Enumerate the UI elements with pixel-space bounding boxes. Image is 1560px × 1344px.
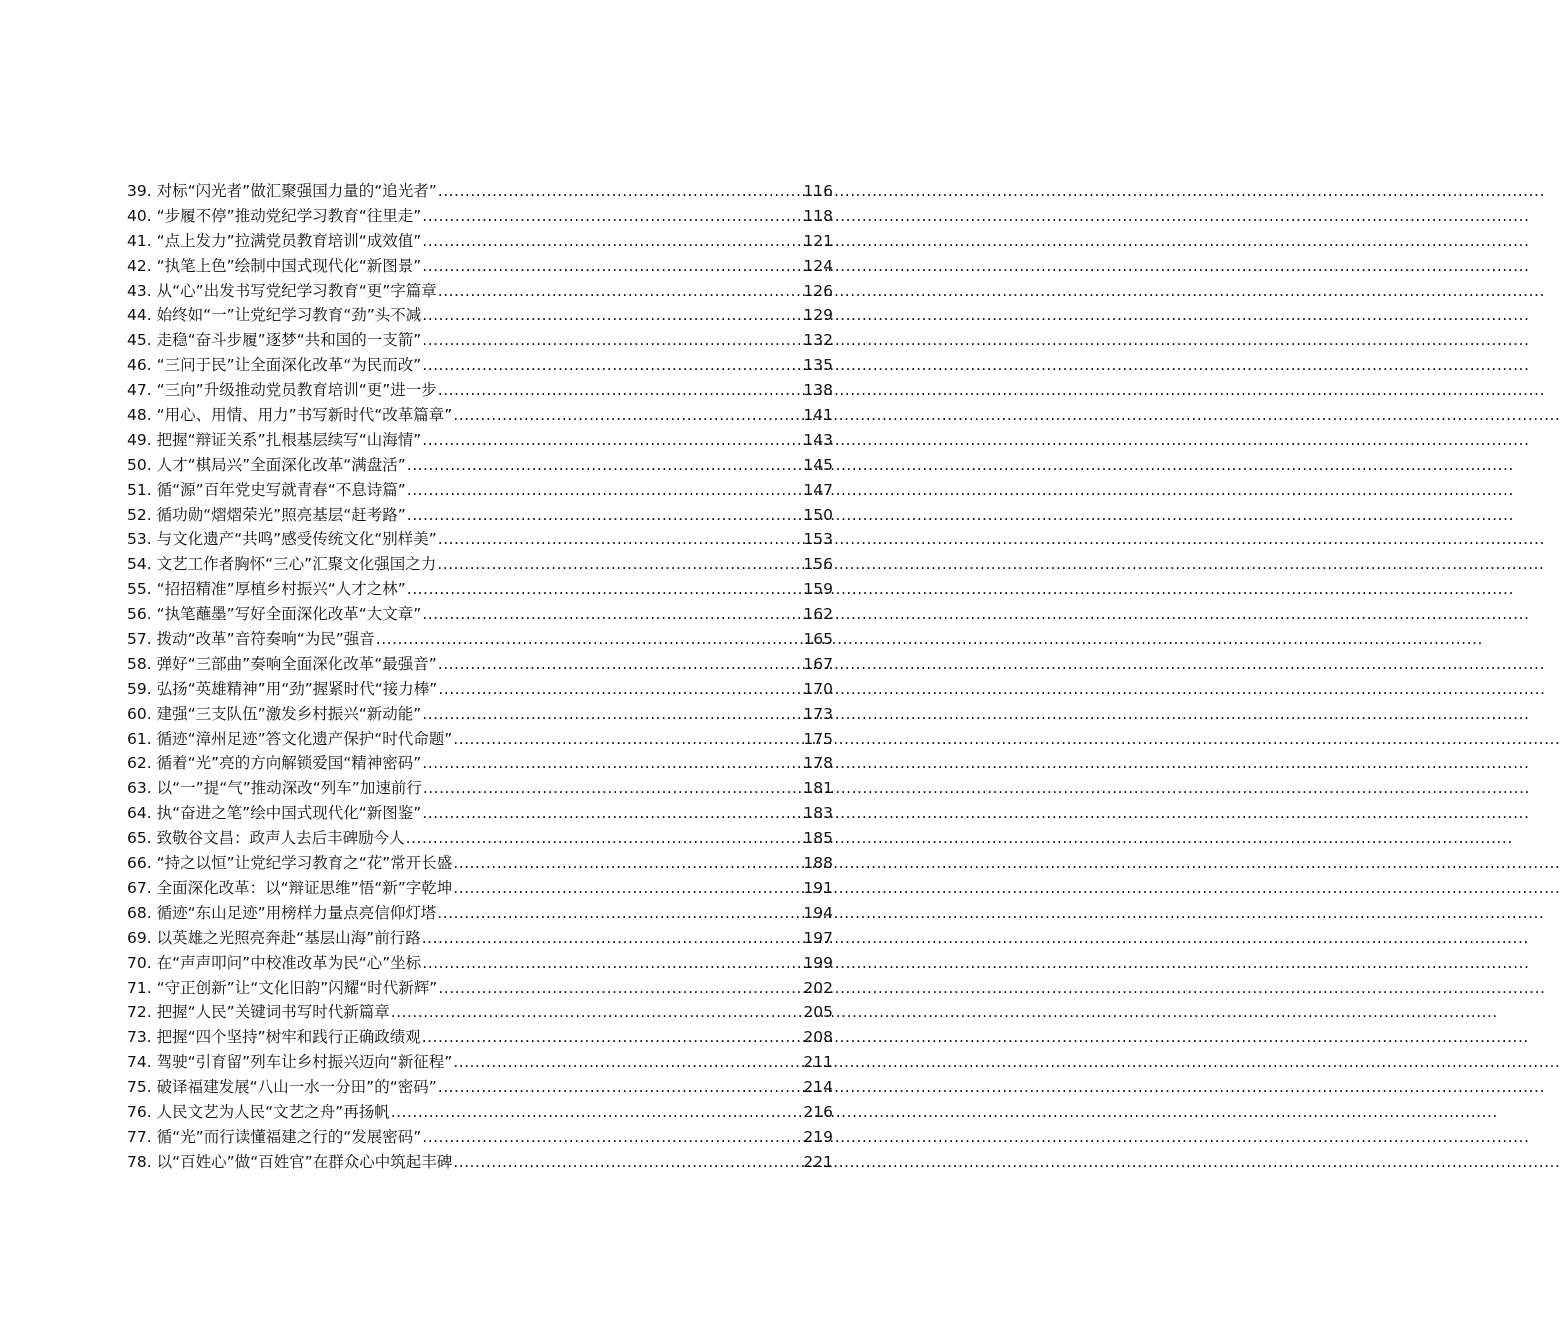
entry-page-number: 132 <box>803 331 833 350</box>
entry-number: 47. <box>127 381 152 400</box>
entry-page-number: 118 <box>803 206 833 225</box>
dot-leader <box>422 229 802 254</box>
entry-title: 弘扬“英雄精神”用“劲”握紧时代“接力棒” <box>156 679 438 698</box>
toc-entry[interactable] <box>127 577 833 602</box>
entry-page-number: 214 <box>803 1078 833 1097</box>
entry-page-number: 181 <box>803 779 833 798</box>
dot-leader <box>453 1150 802 1175</box>
entry-title: 以英雄之光照亮奔赴“基层山海”前行路 <box>156 928 421 947</box>
entry-page-number: 143 <box>803 430 833 449</box>
toc-entry[interactable] <box>127 328 833 353</box>
entry-title: “执笔蘸墨”写好全面深化改革“大文章” <box>156 605 422 624</box>
entry-title: 拨动“改革”音符奏响“为民”强音 <box>156 630 375 649</box>
entry-number: 42. <box>127 256 152 275</box>
toc-entry[interactable] <box>127 478 833 503</box>
toc-entry[interactable] <box>127 677 833 702</box>
entry-page-number: 153 <box>803 530 833 549</box>
entry-page-number: 221 <box>803 1152 833 1171</box>
entry-number: 54. <box>127 555 152 574</box>
entry-title: 与文化遗产“共鸣”感受传统文化“别样美” <box>156 530 437 549</box>
dot-leader <box>453 403 802 428</box>
dot-leader <box>391 1000 803 1025</box>
entry-title: 循着“光”亮的方向解锁爱国“精神密码” <box>156 754 422 773</box>
entry-number: 65. <box>127 829 152 848</box>
dot-leader <box>406 826 803 851</box>
entry-title: 人才“棋局兴”全面深化改革“满盘活” <box>156 455 406 474</box>
entry-page-number: 141 <box>803 406 833 425</box>
dot-leader <box>407 577 803 602</box>
entry-number: 68. <box>127 903 152 922</box>
entry-title: 把握“四个坚持”树牢和践行正确政绩观 <box>156 1028 421 1047</box>
toc-entry[interactable] <box>127 428 833 453</box>
entry-page-number: 205 <box>803 1003 833 1022</box>
dot-leader <box>376 627 803 652</box>
entry-title: 从“心”出发书写党纪学习教育“更”字篇章 <box>156 281 437 300</box>
entry-page-number: 216 <box>803 1102 833 1121</box>
dot-leader <box>391 1100 803 1125</box>
toc-entry[interactable] <box>127 179 833 204</box>
toc-entry[interactable] <box>127 951 833 976</box>
dot-leader <box>423 776 803 801</box>
entry-page-number: 147 <box>803 480 833 499</box>
entry-number: 56. <box>127 605 152 624</box>
entry-title: 致敬谷文昌：政声人去后丰碑励今人 <box>156 829 405 848</box>
entry-page-number: 135 <box>803 356 833 375</box>
toc-entry[interactable] <box>127 901 833 926</box>
toc-entry[interactable] <box>127 976 833 1001</box>
toc-entry[interactable] <box>127 453 833 478</box>
dot-leader <box>422 702 802 727</box>
entry-title: 把握“人民”关键词书写时代新篇章 <box>156 1003 390 1022</box>
entry-page-number: 129 <box>803 306 833 325</box>
entry-page-number: 170 <box>803 679 833 698</box>
entry-number: 59. <box>127 679 152 698</box>
entry-title: 循迹“漳州足迹”答文化遗产保护“时代命题” <box>156 729 453 748</box>
toc-entry[interactable] <box>127 926 833 951</box>
dot-leader <box>407 478 803 503</box>
entry-number: 44. <box>127 306 152 325</box>
entry-title: 建强“三支队伍”激发乡村振兴“新动能” <box>156 704 422 723</box>
toc-entry[interactable] <box>127 1025 833 1050</box>
entry-title: “招招精准”厚植乡村振兴“人才之林” <box>156 580 406 599</box>
toc-entry[interactable] <box>127 303 833 328</box>
toc-entry[interactable] <box>127 254 833 279</box>
entry-number: 45. <box>127 331 152 350</box>
entry-number: 40. <box>127 206 152 225</box>
dot-leader <box>422 303 802 328</box>
toc-entry[interactable] <box>127 552 833 577</box>
entry-number: 58. <box>127 654 152 673</box>
entry-page-number: 121 <box>803 231 833 250</box>
entry-number: 66. <box>127 854 152 873</box>
entry-title: “三向”升级推动党员教育培训“更”进一步 <box>156 381 437 400</box>
entry-page-number: 126 <box>803 281 833 300</box>
toc-entry[interactable] <box>127 527 833 552</box>
entry-number: 63. <box>127 779 152 798</box>
dot-leader <box>437 901 802 926</box>
toc-entry[interactable] <box>127 503 833 528</box>
entry-title: “点上发力”拉满党员教育培训“成效值” <box>156 231 422 250</box>
dot-leader <box>422 926 803 951</box>
entry-number: 39. <box>127 182 152 200</box>
toc-entry[interactable] <box>127 1075 833 1100</box>
dot-leader <box>453 1050 802 1075</box>
dot-leader <box>438 179 803 204</box>
entry-title: 弹好“三部曲”奏响全面深化改革“最强音” <box>156 654 437 673</box>
dot-leader <box>422 254 802 279</box>
dot-leader <box>438 1075 803 1100</box>
entry-number: 52. <box>127 505 152 524</box>
dot-leader <box>422 204 802 229</box>
dot-leader <box>422 328 802 353</box>
dot-leader <box>438 279 803 304</box>
entry-number: 73. <box>127 1028 152 1047</box>
toc-entry[interactable] <box>127 876 833 901</box>
entry-number: 78. <box>127 1152 152 1171</box>
entry-title: “用心、用情、用力”书写新时代“改革篇章” <box>156 406 453 425</box>
toc-entry[interactable] <box>127 229 833 254</box>
entry-title: 驾驶“引育留”列车让乡村振兴迈向“新征程” <box>156 1053 453 1072</box>
entry-page-number: 165 <box>803 630 833 649</box>
dot-leader <box>422 1125 802 1150</box>
entry-page-number: 194 <box>803 903 833 922</box>
dot-leader <box>422 1025 803 1050</box>
entry-number: 76. <box>127 1102 152 1121</box>
toc-entry[interactable] <box>127 727 833 752</box>
entry-title: 循“光”而行读懂福建之行的“发展密码” <box>156 1127 422 1146</box>
entry-number: 77. <box>127 1127 152 1146</box>
entry-page-number: 175 <box>803 729 833 748</box>
entry-number: 62. <box>127 754 152 773</box>
entry-number: 64. <box>127 804 152 823</box>
entry-number: 49. <box>127 430 152 449</box>
dot-leader <box>407 453 803 478</box>
entry-number: 61. <box>127 729 152 748</box>
entry-title: 执“奋进之笔”绘中国式现代化“新图鉴” <box>156 804 422 823</box>
toc-entry[interactable] <box>127 702 833 727</box>
entry-number: 74. <box>127 1053 152 1072</box>
toc-entry[interactable] <box>127 1000 833 1025</box>
entry-page-number: 138 <box>803 381 833 400</box>
entry-number: 71. <box>127 978 152 997</box>
toc-entry[interactable] <box>127 652 833 677</box>
entry-title: “步履不停”推动党纪学习教育“往里走” <box>156 206 422 225</box>
dot-leader <box>437 552 802 577</box>
entry-page-number: 145 <box>803 455 833 474</box>
entry-title: 破译福建发展“八山一水一分田”的“密码” <box>156 1078 437 1097</box>
entry-number: 53. <box>127 530 152 549</box>
entry-title: “三问于民”让全面深化改革“为民而改” <box>156 356 422 375</box>
entry-title: 以“一”提“气”推动深改“列车”加速前行 <box>156 779 422 798</box>
toc-entry[interactable] <box>127 627 833 652</box>
entry-number: 50. <box>127 455 152 474</box>
table-of-contents <box>127 179 833 1175</box>
entry-title: 文艺工作者胸怀“三心”汇聚文化强国之力 <box>156 555 437 574</box>
toc-entry[interactable] <box>127 378 833 403</box>
dot-leader <box>422 951 802 976</box>
toc-entry[interactable] <box>127 279 833 304</box>
toc-entry[interactable] <box>127 204 833 229</box>
entry-page-number: 116 <box>803 182 833 200</box>
toc-entry[interactable] <box>127 801 833 826</box>
toc-entry[interactable] <box>127 353 833 378</box>
toc-entry[interactable] <box>127 776 833 801</box>
entry-page-number: 124 <box>803 256 833 275</box>
entry-page-number: 199 <box>803 953 833 972</box>
dot-leader <box>422 428 802 453</box>
entry-title: 全面深化改革：以“辩证思维”悟“新”字乾坤 <box>156 878 453 897</box>
entry-page-number: 197 <box>803 928 833 947</box>
entry-page-number: 178 <box>803 754 833 773</box>
toc-entry[interactable] <box>127 602 833 627</box>
entry-page-number: 167 <box>803 654 833 673</box>
entry-number: 55. <box>127 580 152 599</box>
dot-leader <box>422 353 802 378</box>
dot-leader <box>407 503 803 528</box>
entry-page-number: 202 <box>803 978 833 997</box>
toc-entry[interactable] <box>127 1150 833 1175</box>
dot-leader <box>438 976 802 1001</box>
entry-number: 43. <box>127 281 152 300</box>
dot-leader <box>422 801 802 826</box>
dot-leader <box>438 378 803 403</box>
entry-page-number: 183 <box>803 804 833 823</box>
toc-entry[interactable] <box>127 826 833 851</box>
entry-page-number: 191 <box>803 878 833 897</box>
entry-page-number: 156 <box>803 555 833 574</box>
entry-title: 循功勋“熠熠荣光”照亮基层“赶考路” <box>156 505 406 524</box>
entry-page-number: 150 <box>803 505 833 524</box>
dot-leader <box>453 851 802 876</box>
entry-page-number: 188 <box>803 854 833 873</box>
toc-entry[interactable] <box>127 1125 833 1150</box>
entry-number: 67. <box>127 878 152 897</box>
entry-number: 46. <box>127 356 152 375</box>
dot-leader <box>438 527 803 552</box>
entry-page-number: 208 <box>803 1028 833 1047</box>
entry-number: 72. <box>127 1003 152 1022</box>
entry-title: 循“源”百年党史写就青春“不息诗篇” <box>156 480 406 499</box>
entry-title: 始终如“一”让党纪学习教育“劲”头不减 <box>156 306 422 325</box>
dot-leader <box>453 876 802 901</box>
entry-title: 对标“闪光者”做汇聚强国力量的“追光者” <box>156 182 437 200</box>
entry-page-number: 159 <box>803 580 833 599</box>
entry-number: 70. <box>127 953 152 972</box>
entry-title: “执笔上色”绘制中国式现代化“新图景” <box>156 256 422 275</box>
entry-number: 57. <box>127 630 152 649</box>
entry-number: 51. <box>127 480 152 499</box>
entry-title: 在“声声叩问”中校准改革为民“心”坐标 <box>156 953 422 972</box>
dot-leader <box>453 727 802 752</box>
dot-leader <box>438 652 803 677</box>
entry-title: 人民文艺为人民“文艺之舟”再扬帆 <box>156 1102 390 1121</box>
toc-entry[interactable] <box>127 1050 833 1075</box>
toc-entry[interactable] <box>127 403 833 428</box>
entry-page-number: 219 <box>803 1127 833 1146</box>
entry-number: 60. <box>127 704 152 723</box>
dot-leader <box>422 751 802 776</box>
entry-page-number: 185 <box>803 829 833 848</box>
toc-entry[interactable] <box>127 1100 833 1125</box>
entry-title: 以“百姓心”做“百姓官”在群众心中筑起丰碑 <box>156 1152 453 1171</box>
toc-entry[interactable] <box>127 851 833 876</box>
dot-leader <box>438 677 802 702</box>
entry-page-number: 173 <box>803 704 833 723</box>
entry-title: “守正创新”让“文化旧韵”闪耀“时代新辉” <box>156 978 438 997</box>
entry-page-number: 211 <box>803 1053 833 1072</box>
toc-entry[interactable] <box>127 751 833 776</box>
dot-leader <box>422 602 802 627</box>
entry-title: 循迹“东山足迹”用榜样力量点亮信仰灯塔 <box>156 903 437 922</box>
entry-number: 69. <box>127 928 152 947</box>
entry-number: 48. <box>127 406 152 425</box>
entry-title: 走稳“奋斗步履”逐梦“共和国的一支箭” <box>156 331 422 350</box>
entry-title: 把握“辩证关系”扎根基层续写“山海情” <box>156 430 422 449</box>
entry-number: 41. <box>127 231 152 250</box>
entry-page-number: 162 <box>803 605 833 624</box>
entry-number: 75. <box>127 1078 152 1097</box>
entry-title: “持之以恒”让党纪学习教育之“花”常开长盛 <box>156 854 453 873</box>
